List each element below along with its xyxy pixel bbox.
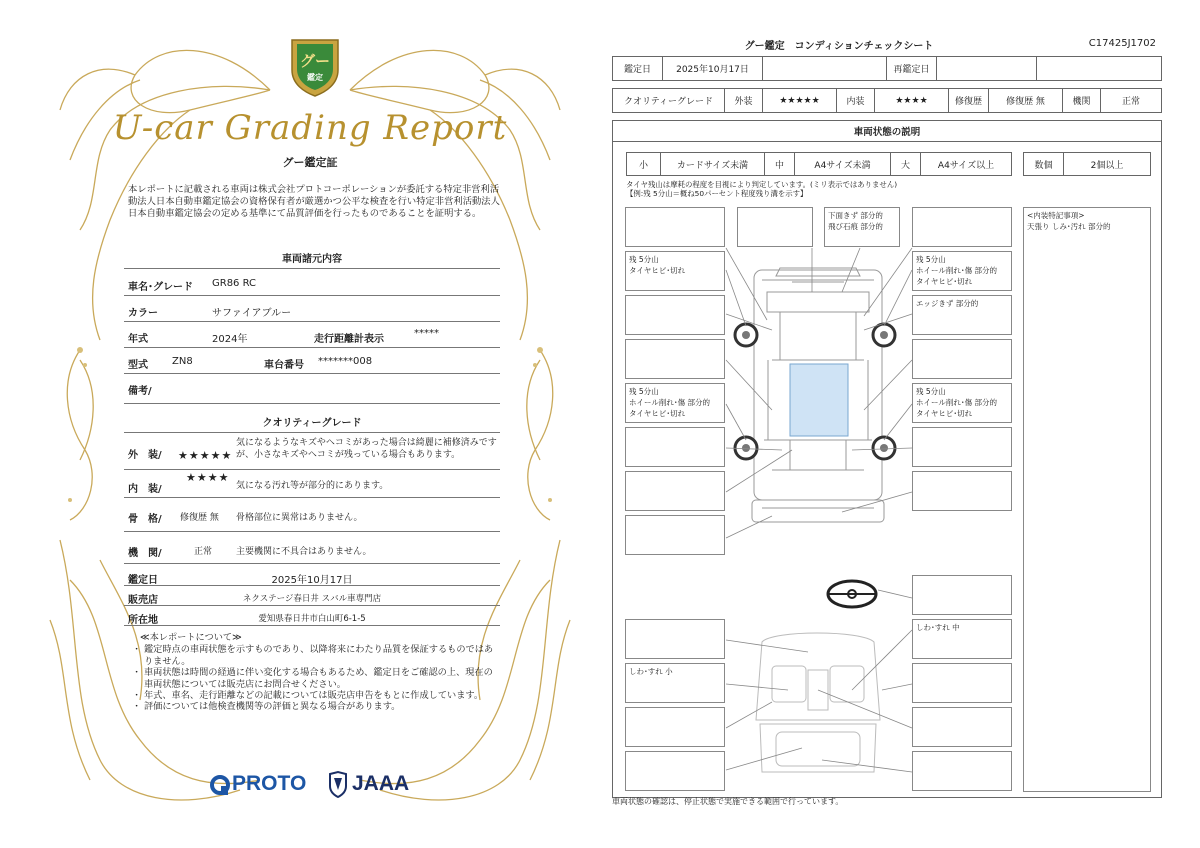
- count-legend: [1023, 152, 1151, 176]
- spec-row-remarks: [124, 374, 500, 404]
- condition-check-sheet: [612, 30, 1162, 810]
- sheet-footer: 車両状態の確認は、停止状態で実施できる範囲で行っています。: [612, 797, 844, 806]
- divider: [124, 268, 500, 269]
- notes-text: 天張り しみ･汚れ 部分的: [1027, 222, 1111, 231]
- empty-cell: [763, 57, 887, 80]
- damage-box: [625, 707, 725, 747]
- name-value: GR86 RC: [212, 278, 257, 289]
- exterior-stars: ★★★★★: [178, 449, 233, 462]
- color-label: カラー: [128, 308, 158, 319]
- damage-box: [912, 427, 1012, 467]
- about-item: ・ 年式、車名、走行距離などの記載については販売店申告をもとに作成しています。: [132, 690, 500, 701]
- jaaa-logo: JAAA: [352, 772, 410, 795]
- proto-logo-icon: [210, 774, 230, 796]
- mileage-label: 走行距離計表示: [314, 334, 384, 345]
- grade-row: [612, 88, 1162, 113]
- size-small: 小: [627, 153, 661, 175]
- size-mid: 中: [765, 153, 795, 175]
- spec-row-model: [124, 348, 500, 374]
- quality-row-interior: [124, 470, 500, 498]
- exterior-stars: ★★★★★: [763, 89, 837, 112]
- jaaa-logo-icon: [328, 770, 348, 798]
- divider: [124, 432, 500, 433]
- exterior-label: 外装: [725, 89, 763, 112]
- info-row-date: [124, 564, 500, 586]
- size-large: 大: [891, 153, 921, 175]
- size-large-desc: A4サイズ以上: [937, 160, 995, 171]
- about-item: ・ 鑑定時点の車両状態を示すものであり、以降将来にわたり品質を保証するものではありません。: [132, 644, 500, 667]
- color-value: サファイアブルー: [212, 308, 292, 319]
- repair-label: 修復歴: [949, 89, 989, 112]
- chassis-value: *******008: [318, 356, 373, 367]
- tire-note: [626, 180, 897, 198]
- date-label: 鑑定日: [613, 57, 663, 80]
- info-row-address: [124, 606, 500, 626]
- tire-note-line: タイヤ残山は摩耗の程度を目視により判定しています。(ミリ表示ではありません): [626, 180, 898, 189]
- sheet-id: C17425J1702: [1088, 38, 1156, 49]
- chassis-label: 車台番号: [264, 360, 304, 371]
- repair-value: 修復歴 無: [989, 89, 1063, 112]
- engine-desc: 主要機関に不具合はありません。: [236, 547, 372, 557]
- damage-box: [625, 295, 725, 335]
- empty-cell: [1037, 57, 1161, 80]
- count-label: 数個: [1024, 153, 1064, 175]
- svg-text:グー: グー: [299, 52, 331, 70]
- reinspect-value: [937, 57, 1037, 80]
- address-value: 愛知県春日井市白山町6-1-5: [258, 614, 366, 624]
- size-mid-desc: A4サイズ未満: [795, 153, 891, 175]
- damage-box: [912, 707, 1012, 747]
- damage-box: [912, 339, 1012, 379]
- interior-stars: ★★★★: [186, 471, 230, 484]
- damage-box: [625, 207, 725, 247]
- damage-box: [912, 207, 1012, 247]
- shop-value: ネクステージ春日井 スバル車専門店: [242, 594, 382, 604]
- damage-box-tire-lf: 残 5分山 タイヤヒビ･切れ: [625, 251, 725, 291]
- exterior-desc: 気になるようなキズやヘコミがあった場合は綺麗に補修済みですが、小さなキズやヘコミが残っている場合もあります。: [236, 438, 497, 460]
- certificate-subtitle: グー鑑定証: [282, 156, 338, 169]
- count-desc: 2個以上: [1090, 160, 1124, 171]
- damage-box-tire-rf: 残 5分山 ホイール削れ･傷 部分的 タイヤヒビ･切れ: [912, 251, 1012, 291]
- address-label: 所在地: [128, 615, 158, 626]
- frame-desc: 骨格部位に異常はありません。: [236, 513, 363, 523]
- date-row: [612, 56, 1162, 81]
- engine-label: 機 関/: [128, 548, 162, 559]
- proto-logo: PROTO: [232, 772, 307, 795]
- date-value: 2025年10月17日: [663, 57, 763, 80]
- damage-box: [912, 663, 1012, 703]
- model-label: 型式: [128, 360, 148, 371]
- engine-value: 正常: [1121, 97, 1140, 107]
- damage-box: [625, 339, 725, 379]
- interior-desc: 気になる汚れ等が部分的にあります。: [236, 481, 389, 491]
- remarks-label: 備考/: [128, 386, 152, 397]
- svg-text:鑑定: 鑑定: [307, 73, 323, 82]
- quality-row-engine: [124, 532, 500, 564]
- quality-heading: クオリティーグレード: [262, 418, 362, 429]
- grading-certificate: [40, 20, 580, 820]
- damage-box: [625, 515, 725, 555]
- interior-label: 内装: [837, 89, 875, 112]
- damage-box: [912, 471, 1012, 511]
- goo-kantei-badge-icon: [288, 34, 342, 98]
- damage-box-tire-lr: 残 5分山 ホイール削れ･傷 部分的 タイヤヒビ･切れ: [625, 383, 725, 423]
- date-label: 鑑定日: [128, 575, 158, 586]
- damage-box: [912, 575, 1012, 615]
- damage-box: [912, 751, 1012, 791]
- name-label: 車名･グレード: [128, 282, 193, 293]
- quality-row-frame: [124, 498, 500, 532]
- spec-row-year: [124, 322, 500, 348]
- exterior-label: 外 装/: [128, 450, 162, 461]
- damage-box: [625, 471, 725, 511]
- spec-row-name: [124, 272, 500, 296]
- damage-box: [625, 619, 725, 659]
- engine-label: 機関: [1063, 89, 1101, 112]
- notes-title: <内装特記事項>: [1027, 211, 1085, 220]
- spec-row-color: [124, 296, 500, 322]
- certificate-intro: 本レポートに記載される車両は株式会社プロトコーポレーションが委託する特定非営利活動法人日本自動車鑑定協会の資格保有者が厳選かつ公平な検査を行い特定非営利活動法人日本自動車鑑定協会の定める基準にて品質評価を行ったものであることを証明する。: [128, 184, 500, 219]
- year-value: 2024年: [212, 334, 248, 345]
- frame-label: 骨 格/: [128, 514, 162, 525]
- interior-stars: ★★★★: [875, 89, 949, 112]
- damage-box: [737, 207, 813, 247]
- tire-note-line: 【例:残 5分山＝概ね50パーセント程度残り溝を示す】: [626, 189, 808, 198]
- damage-box: [625, 751, 725, 791]
- mileage-value: *****: [414, 328, 439, 339]
- interior-notes: [1023, 207, 1151, 792]
- damage-box-seat-r: しわ･すれ 中: [912, 619, 1012, 659]
- damage-box-tire-rr: 残 5分山 ホイール削れ･傷 部分的 タイヤヒビ･切れ: [912, 383, 1012, 423]
- quality-label: クオリティーグレード: [613, 89, 725, 112]
- info-row-shop: [124, 586, 500, 606]
- sheet-title: グー鑑定 コンディションチェックシート: [744, 41, 934, 52]
- engine-value: 正常: [194, 547, 213, 557]
- date-value: 2025年10月17日: [271, 575, 353, 586]
- size-legend: [626, 152, 1012, 176]
- damage-box-seat-l: しわ･すれ 小: [625, 663, 725, 703]
- year-label: 年式: [128, 334, 148, 345]
- model-value: ZN8: [172, 356, 193, 367]
- report-title: U-car Grading Report: [112, 108, 508, 148]
- about-title: ≪本レポートについて≫: [140, 632, 242, 643]
- spec-heading: 車両諸元内容: [282, 254, 342, 265]
- about-item: ・ 車両状態は時間の経過に伴い変化する場合もあるため、鑑定日をご確認の上、現在の車両状態については販売店にお問合せください。: [132, 667, 500, 690]
- sponsor-logos: [210, 768, 430, 804]
- reinspect-label: 再鑑定日: [887, 57, 937, 80]
- damage-box-edge: エッジきず 部分的: [912, 295, 1012, 335]
- about-item: ・ 評価については他検査機関等の評価と異なる場合があります。: [132, 701, 500, 712]
- quality-row-exterior: [124, 434, 500, 470]
- size-small-desc: カードサイズ未満: [661, 153, 765, 175]
- condition-heading: 車両状態の説明: [612, 120, 1162, 142]
- interior-label: 内 装/: [128, 484, 162, 495]
- shop-label: 販売店: [128, 595, 158, 606]
- frame-value: 修復歴 無: [180, 513, 219, 523]
- about-report: [132, 632, 500, 713]
- damage-box: [625, 427, 725, 467]
- damage-box-underbody: 下面きず 部分的 飛び石痕 部分的: [824, 207, 900, 247]
